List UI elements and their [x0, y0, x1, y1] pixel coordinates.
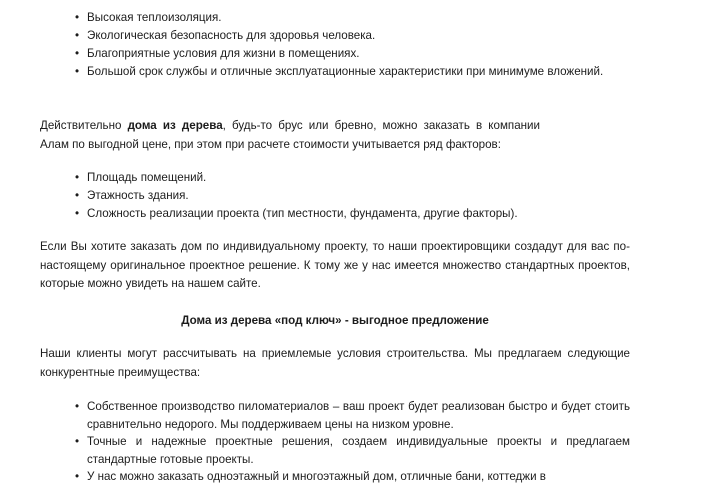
- list-item: • Благоприятные условия для жизни в помещениях.: [40, 45, 630, 63]
- bullet-icon: •: [75, 171, 80, 184]
- wooden-houses-bold: дома из дерева: [127, 119, 223, 132]
- bullet-icon: •: [75, 189, 80, 202]
- bullet-icon: •: [75, 29, 80, 42]
- bullet-icon: •: [75, 47, 80, 60]
- advantages-list: [40, 398, 630, 486]
- clients-paragraph: Наши клиенты могут рассчитывать на приемлемые условия строительства. Мы предлагаем следующие конкурентные преимущества:: [40, 347, 630, 379]
- list-item: • Большой срок службы и отличные эксплуатационные характеристики при минимуме вложений.: [40, 63, 630, 81]
- list-item: • Точные и надежные проектные решения, создаем индивидуальные проекты и предлагаем стандартные готовые проекты.: [75, 435, 630, 466]
- benefits-list: [40, 9, 630, 81]
- list-item: • Высокая теплоизоляция.: [40, 9, 630, 27]
- bullet-icon: •: [75, 65, 80, 78]
- list-item: • Площадь помещений.: [40, 169, 630, 187]
- list-item: • Собственное производство пиломатериалов – ваш проект будет реализован быстро и будет стоить сравнительно недорого. Мы поддерживаем цены на низком уровне.: [75, 400, 630, 431]
- factors-list: [40, 169, 630, 223]
- bullet-icon: •: [75, 11, 80, 24]
- order-paragraph: Действительно дома из дерева, будь-то брус или бревно, можно заказать в компании Алам по выгодной цене, при этом при расчете стоимости учитывается ряд факторов:: [40, 119, 540, 151]
- custom-project-paragraph: Если Вы хотите заказать дом по индивидуальному проекту, то наши проектировщики создадут для вас по-настоящему оригинальное проектное решение. К тому же у нас имеется множество стандартных проектов, которые можно увидеть на нашем сайте.: [40, 240, 630, 290]
- list-item: • Сложность реализации проекта (тип местности, фундамента, другие факторы).: [40, 205, 630, 223]
- bullet-icon: •: [75, 207, 80, 220]
- bullet-icon: •: [75, 470, 80, 483]
- section-heading: Дома из дерева «под ключ» - выгодное предложение: [181, 314, 489, 327]
- list-item: • Экологическая безопасность для здоровья человека.: [40, 27, 630, 45]
- bullet-icon: •: [75, 435, 80, 448]
- bullet-icon: •: [75, 400, 80, 413]
- list-item: • У нас можно заказать одноэтажный и многоэтажный дом, отличные бани, коттеджи в: [40, 468, 630, 486]
- list-item: • Этажность здания.: [40, 187, 630, 205]
